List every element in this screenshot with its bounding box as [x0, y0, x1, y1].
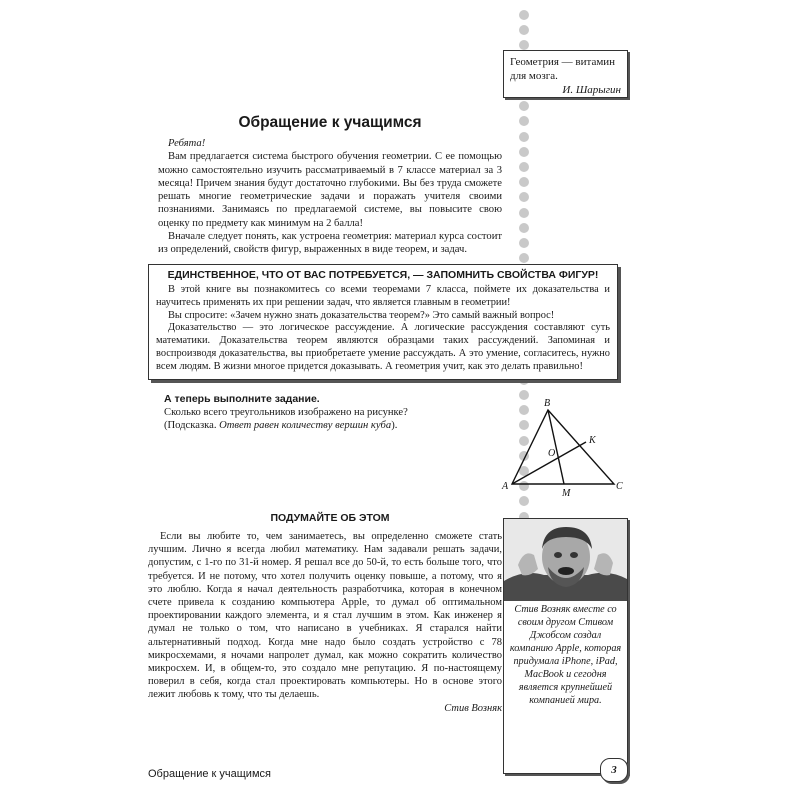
- epigraph-text: Геометрия — витамин для мозга.: [510, 56, 616, 82]
- spiral-dot: [519, 147, 529, 157]
- portrait-photo: [504, 519, 627, 601]
- key-message-heading: ЕДИНСТВЕННОЕ, ЧТО ОТ ВАС ПОТРЕБУЕТСЯ, — ЗАПОМНИТЬ СВОЙСТВА ФИГУР!: [167, 269, 599, 281]
- page-title: Обращение к учащимся: [238, 114, 422, 131]
- key-message-paragraph-2: Вы спросите: «Зачем нужно знать доказательства теорем?» Это самый важный вопрос!: [168, 309, 555, 321]
- key-message-paragraph-3: Доказательство — это логическое рассуждение. А логические рассуждения составляют суть математики. Доказательства теорем являются образцами таких рассуждений. Запоминая и воспроизводя доказательства, вы приобретаете умение рассуждать. А это умение, согласитесь, нужно всем людям. В жизни многое придется доказывать. А геометрия учит, как это делать правильно!: [156, 322, 610, 372]
- label-m: M: [562, 488, 571, 499]
- spiral-dot: [519, 116, 529, 126]
- greeting: Ребята!: [168, 138, 206, 149]
- task-hint: [164, 419, 444, 432]
- key-message-box: [148, 264, 618, 380]
- spiral-dot: [519, 208, 529, 218]
- task-heading: А теперь выполните задание.: [164, 393, 320, 405]
- hint-prefix: (Подсказка.: [164, 420, 220, 432]
- intro-paragraph-2: Вначале следует понять, как устроена геометрия: материал курса состоит из определений, свойств фигур, выраженных в виде теорем, и задач.: [158, 231, 502, 256]
- quote-signature: Стив Возняк: [444, 702, 502, 714]
- epigraph-author: И. Шарыгин: [562, 84, 621, 96]
- spiral-dot: [519, 238, 529, 248]
- task-block: [164, 393, 444, 433]
- spiral-dot: [519, 132, 529, 142]
- quote-text: [148, 530, 502, 715]
- hint-italic: Ответ равен количеству вершин куба: [219, 420, 392, 432]
- spiral-dot: [519, 162, 529, 172]
- triangle-figure: [500, 396, 630, 500]
- label-b: B: [544, 398, 551, 409]
- label-a: A: [502, 481, 509, 492]
- hint-suffix: ).: [391, 420, 398, 432]
- epigraph-box: [503, 50, 628, 98]
- label-k: K: [589, 435, 596, 446]
- task-question: Сколько всего треугольников изображено на рисунке?: [164, 407, 408, 419]
- spiral-dot: [519, 10, 529, 20]
- intro-text: [158, 137, 502, 257]
- label-o: O: [548, 448, 556, 459]
- spiral-dot: [519, 101, 529, 111]
- spiral-dot: [519, 192, 529, 202]
- intro-paragraph-1: Вам предлагается система быстрого обучения геометрии. С ее помощью можно самостоятельно изучить рассматриваемый в 7 классе материал за 3 месяца! Причем знания будут достаточно глубокими. Вы без труда сможете решать многие геометрические задачи и поражать учителя своими познаниями. Занимаясь по предлагаемой системе, вы повысите свою оценку по предмету как минимум на 2 балла!: [158, 151, 502, 229]
- spiral-dot: [519, 40, 529, 50]
- page-number: 3: [600, 758, 628, 782]
- photo-box: [503, 518, 628, 774]
- label-c: C: [616, 481, 623, 492]
- spiral-dot: [519, 253, 529, 263]
- spiral-dot: [519, 223, 529, 233]
- triangle-abc: [512, 410, 614, 484]
- quote-paragraph: Если вы любите то, чем занимаетесь, вы определенно сможете стать лучшим. Лично я всегда любил математику. Нам задавали решать задачи, допустим, с 1-го по 31-й номер. Я решал все до 50-й, то есть больше того, что требуется. И не потому, что хотел получить оценку повыше, а потому, что я это люблю. Когда я начал деятельность разработчика, которая в конечном счете привела к созданию компьютера Apple, то думал об оптимальном проектировании каждого элемента, и я стал лучшим в этом. Как инженер я думал не только о том, что написано в учебниках. Я старался найти альтернативный подход. Когда мне надо было создать устройство с 78 микросхемами, я ночами напролет думал, как можно сократить количество микросхем. И, в общем-то, это создало мне репутацию. Я по-настоящему поверил в себя, когда стал проектировать компьютеры. Но в основе этого лежит любовь к тому, что ты делаешь.: [148, 531, 502, 701]
- key-message-paragraph-1: В этой книге вы познакомитесь со всеми теоремами 7 класса, поймете их доказательства и научитесь применять их при решении задач, что является главным в геометрии!: [156, 284, 610, 308]
- median-bm: [548, 410, 564, 484]
- think-heading: ПОДУМАЙТЕ ОБ ЭТОМ: [270, 512, 390, 524]
- spiral-dot: [519, 25, 529, 35]
- spiral-dot: [519, 177, 529, 187]
- photo-caption: Стив Возняк вместе со своим другом Стивом Джобсом создал компанию Apple, которая придумала iPhone, iPad, MacBook и сегодня является крупнейшей компанией мира.: [509, 604, 622, 706]
- footer-section-title: Обращение к учащимся: [148, 768, 271, 780]
